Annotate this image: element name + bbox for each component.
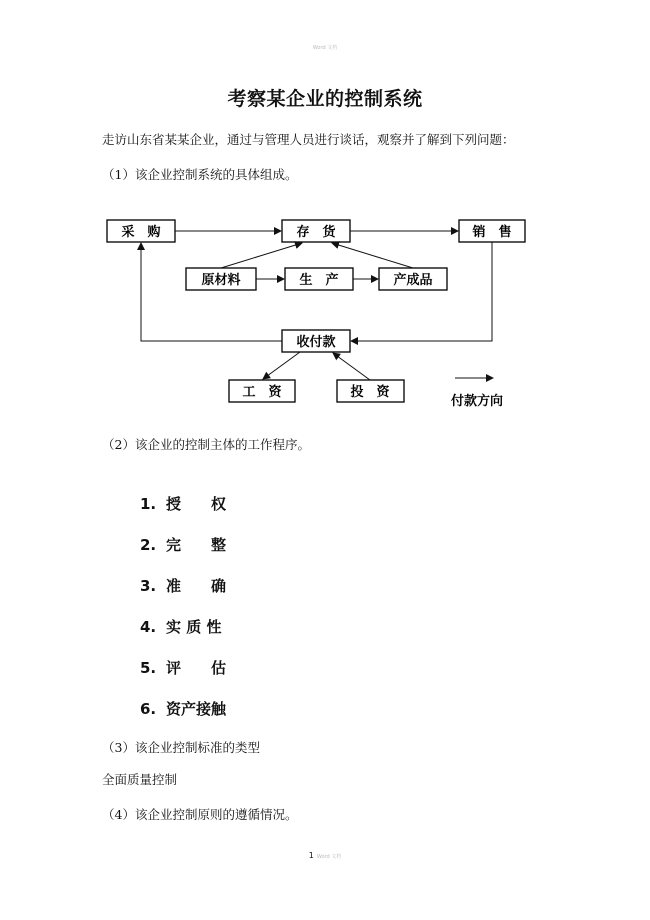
box-production-label: 生 产 [299, 273, 339, 288]
step-text: 实 质 性 [166, 618, 222, 636]
box-investment-label: 投 资 [350, 385, 390, 400]
procedure-steps [140, 483, 226, 729]
box-raw-materials [186, 268, 256, 290]
step-item [140, 565, 226, 606]
box-finished-goods [379, 268, 447, 290]
step-text: 授 权 [166, 495, 227, 513]
box-collection [282, 330, 350, 352]
step-text: 资产接触 [166, 700, 227, 718]
box-sales-label: 销 售 [472, 225, 512, 240]
answer-3: 全面质量控制 [102, 772, 178, 787]
arrow-collection-to-purchase [141, 243, 282, 341]
intro-paragraph: 走访山东省某某企业，通过与管理人员进行谈话，观察并了解到下列问题： [102, 132, 515, 147]
arrow-collection-to-wages [263, 352, 300, 379]
box-purchase [107, 220, 175, 242]
step-item [140, 688, 226, 729]
header-watermark: Word 文档 [312, 45, 338, 51]
question-1: （1）该企业控制系统的具体组成。 [102, 167, 298, 182]
step-text: 完 整 [166, 536, 227, 554]
step-item [140, 606, 226, 647]
step-item [140, 647, 226, 688]
step-number: 2. [140, 535, 157, 554]
page-number: 1 [308, 851, 314, 860]
box-wages [229, 380, 295, 402]
arrow-investment-to-collection [333, 353, 370, 380]
box-investment [337, 380, 404, 402]
footer-watermark: Word 文档 [316, 854, 342, 860]
box-sales [459, 220, 525, 242]
question-2: （2）该企业的控制主体的工作程序。 [102, 437, 310, 452]
legend-label: 付款方向 [451, 394, 504, 409]
page-footer [0, 851, 650, 860]
step-item [140, 483, 226, 524]
arrow-sales-to-collection [351, 242, 492, 341]
arrow-finished-to-inventory [332, 243, 413, 268]
box-production [285, 268, 353, 290]
box-wages-label: 工 资 [242, 385, 282, 400]
box-raw-materials-label: 原材料 [201, 273, 241, 288]
box-inventory-label: 存 货 [296, 225, 336, 240]
step-number: 5. [140, 658, 157, 677]
step-number: 3. [140, 576, 157, 595]
step-number: 1. [140, 494, 157, 513]
question-3: （3）该企业控制标准的类型 [102, 740, 260, 755]
page-title: 考察某企业的控制系统 [227, 88, 423, 110]
step-number: 6. [140, 699, 157, 718]
arrow-raw-to-inventory [221, 243, 302, 268]
step-text: 评 估 [166, 659, 227, 677]
step-item [140, 524, 226, 565]
step-number: 4. [140, 617, 157, 636]
box-finished-goods-label: 产成品 [393, 273, 433, 288]
box-inventory [282, 220, 350, 242]
step-text: 准 确 [166, 577, 227, 595]
box-collection-label: 收付款 [296, 335, 336, 350]
question-4: （4）该企业控制原则的遵循情况。 [102, 807, 298, 822]
box-purchase-label: 采 购 [121, 225, 161, 240]
